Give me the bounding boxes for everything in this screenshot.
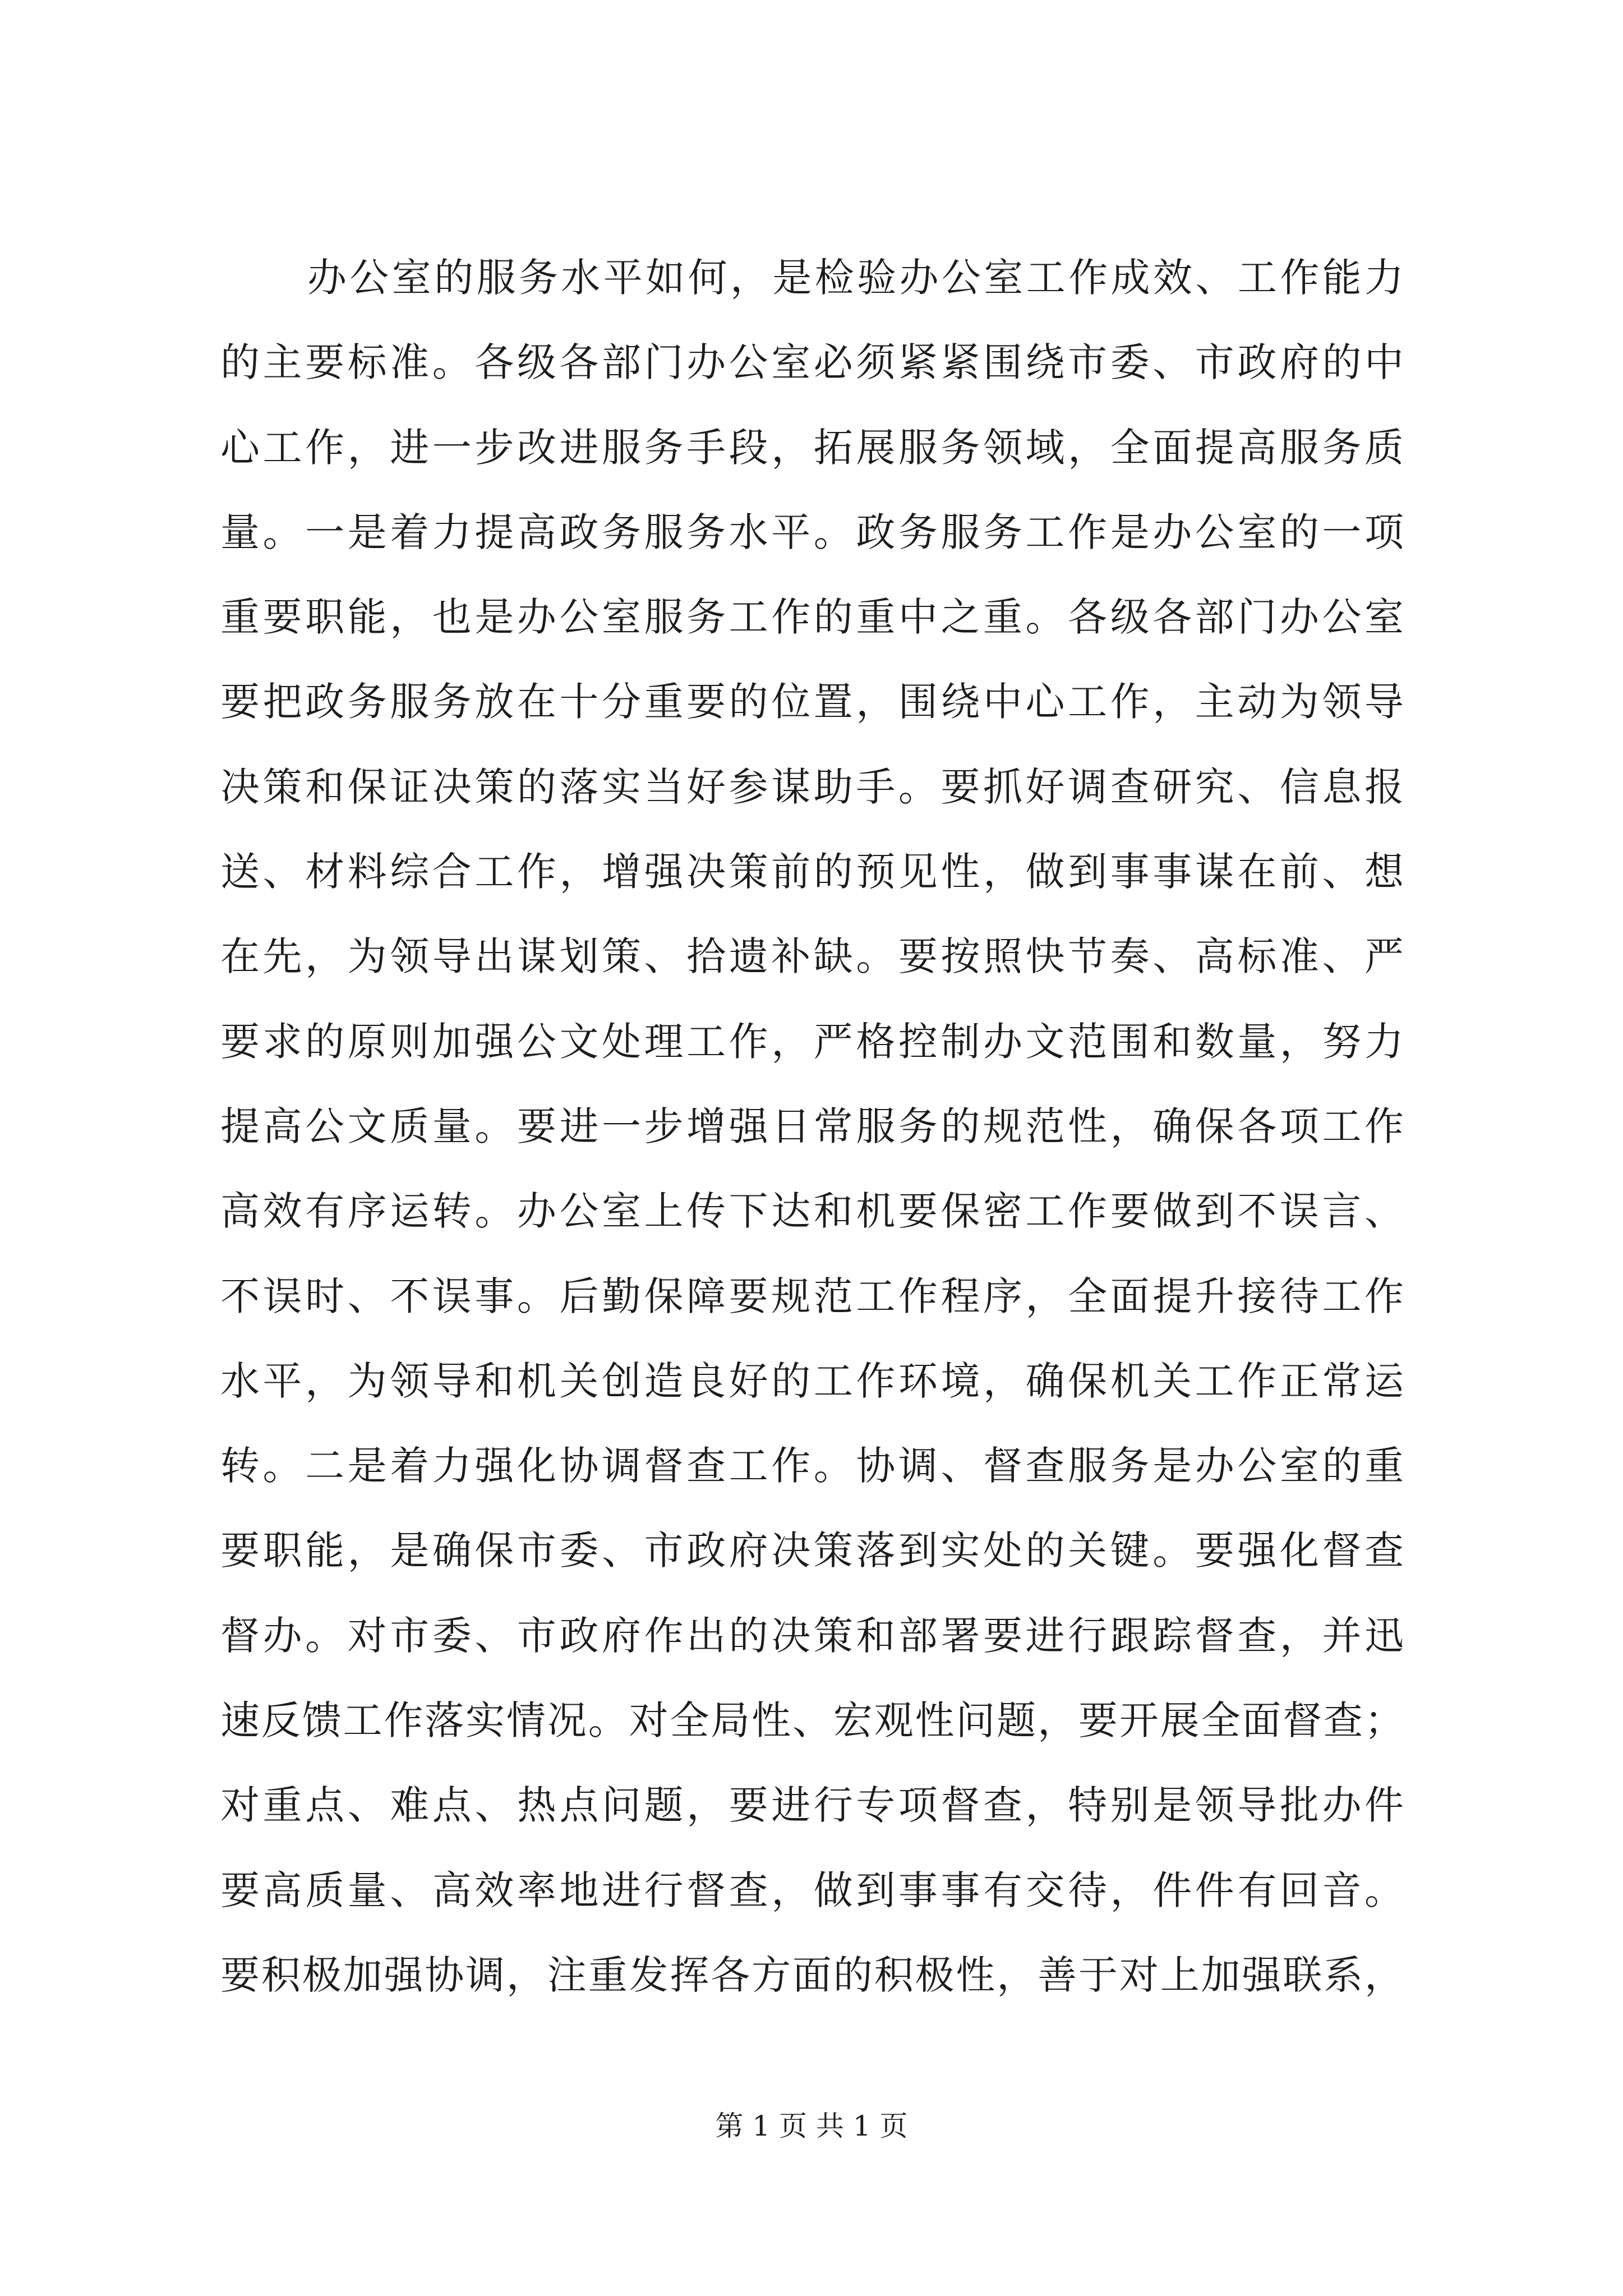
paragraph-line: 决策和保证决策的落实当好参谋助手。要抓好调查研究、信息报 [220, 763, 1404, 810]
paragraph-line: 量。一是着力提高政务服务水平。政务服务工作是办公室的一项 [220, 509, 1404, 555]
paragraph-line: 要把政务服务放在十分重要的位置，围绕中心工作，主动为领导 [220, 679, 1404, 725]
paragraph-line: 要职能，是确保市委、市政府决策落到实处的关键。要强化督查 [220, 1527, 1404, 1574]
paragraph-line: 不误时、不误事。后勤保障要规范工作程序，全面提升接待工作 [220, 1273, 1404, 1319]
paragraph-line: 速反馈工作落实情况。对全局性、宏观性问题，要开展全面督查； [220, 1697, 1404, 1744]
paragraph-line: 心工作，进一步改进服务手段，拓展服务领域，全面提高服务质 [220, 424, 1404, 471]
paragraph-line: 提高公文质量。要进一步增强日常服务的规范性，确保各项工作 [220, 1103, 1404, 1149]
paragraph-line: 重要职能，也是办公室服务工作的重中之重。各级各部门办公室 [220, 594, 1404, 641]
paragraph-line: 要高质量、高效率地进行督查，做到事事有交待，件件有回音。 [220, 1867, 1404, 1913]
paragraph-line: 的主要标准。各级各部门办公室必须紧紧围绕市委、市政府的中 [220, 339, 1404, 386]
paragraph-line: 对重点、难点、热点问题，要进行专项督查，特别是领导批办件 [220, 1782, 1404, 1829]
paragraph-line: 高效有序运转。办公室上传下达和机要保密工作要做到不误言、 [220, 1188, 1404, 1235]
page-footer: 第 1 页 共 1 页 [715, 2110, 908, 2142]
paragraph-line: 要求的原则加强公文处理工作，严格控制办文范围和数量，努力 [220, 1018, 1404, 1065]
paragraph-line: 在先，为领导出谋划策、拾遗补缺。要按照快节奏、高标准、严 [220, 933, 1404, 980]
paragraph-line: 转。二是着力强化协调督查工作。协调、督查服务是办公室的重 [220, 1443, 1404, 1489]
paragraph-line: 办公室的服务水平如何，是检验办公室工作成效、工作能力 [307, 255, 1404, 301]
paragraph-line: 要积极加强协调，注重发挥各方面的积极性，善于对上加强联系， [220, 1952, 1404, 1998]
body-text [220, 236, 1404, 2018]
paragraph-line: 督办。对市委、市政府作出的决策和部署要进行跟踪督查，并迅 [220, 1612, 1404, 1659]
paragraph-line: 水平，为领导和机关创造良好的工作环境，确保机关工作正常运 [220, 1358, 1404, 1404]
paragraph-line: 送、材料综合工作，增强决策前的预见性，做到事事谋在前、想 [220, 849, 1404, 895]
